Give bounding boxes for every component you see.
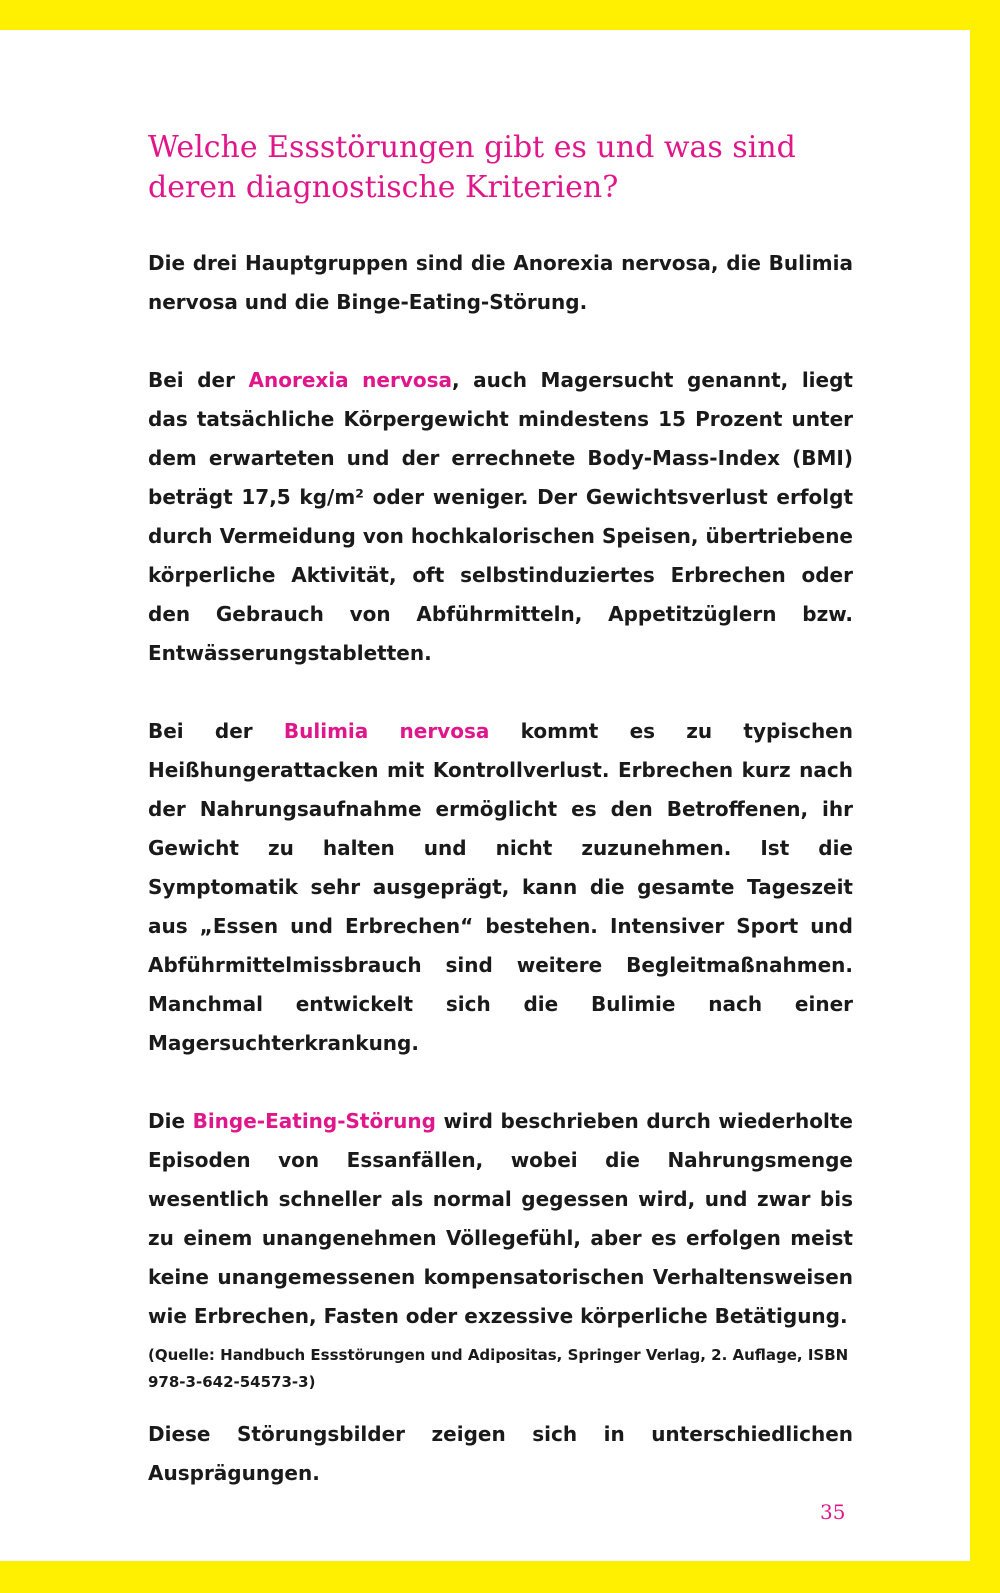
binge-term: Binge-Eating-Störung [192, 1109, 436, 1133]
anorexia-term: Anorexia nervosa [248, 368, 453, 392]
binge-prefix: Die [148, 1109, 193, 1133]
page-title: Welche Essstörungen gibt es und was sind deren diagnostische Kriterien? [148, 130, 796, 205]
page-number: 35 [820, 1500, 846, 1524]
anorexia-prefix: Bei der [148, 368, 249, 392]
source-citation: (Quelle: Handbuch Essstörungen und Adipositas, Springer Verlag, 2. Auflage, ISBN 978-3-642-54573-3) [148, 1346, 849, 1391]
body-text [148, 244, 853, 1493]
closing-paragraph: Diese Störungsbilder zeigen sich in unterschiedlichen Ausprägungen. [148, 1422, 853, 1485]
anorexia-text: , auch Magersucht genannt, liegt das tatsächliche Körpergewicht mindestens 15 Prozent unter dem erwarteten und der errechnete Body-Mass-Index (BMI) beträgt 17,5 kg/m² oder weniger. Der Gewichtsverlust erfolgt durch Vermeidung von hochkalorischen Speisen, übertriebene körperliche Aktivität, oft selbstinduziertes Erbrechen oder den Gebrauch von Abführmitteln, Appetitzüglern bzw. Entwässerungstabletten. [148, 368, 853, 665]
bulimia-term: Bulimia nervosa [283, 719, 490, 743]
intro-paragraph: Die drei Hauptgruppen sind die Anorexia nervosa, die Bulimia nervosa und die Binge-Eating-Störung. [148, 251, 853, 314]
anorexia-paragraph [148, 361, 853, 673]
binge-paragraph [148, 1102, 853, 1336]
bulimia-text: kommt es zu typischen Heißhungerattacken mit Kontrollverlust. Erbrechen kurz nach der Nahrungsaufnahme ermöglicht es den Betroffenen, ihr Gewicht zu halten und nicht zuzunehmen. Ist die Symptomatik sehr ausgeprägt, kann die gesamte Tageszeit aus „Essen und Erbrechen“ bestehen. Intensiver Sport und Abführmittelmissbrauch sind weitere Begleitmaßnahmen. Manchmal entwickelt sich die Bulimie nach einer Magersuchterkrankung. [148, 719, 853, 1055]
binge-text: wird beschrieben durch wiederholte Episoden von Essanfällen, wobei die Nahrungsmenge wesentlich schneller als normal gegessen wird, und zwar bis zu einem unangenehmen Völlegefühl, aber es erfolgen meist keine unangemessenen kompensatorischen Verhaltensweisen wie Erbrechen, Fasten oder exzessive körperliche Betätigung. [148, 1109, 853, 1328]
bulimia-prefix: Bei der [148, 719, 284, 743]
bulimia-paragraph [148, 712, 853, 1063]
